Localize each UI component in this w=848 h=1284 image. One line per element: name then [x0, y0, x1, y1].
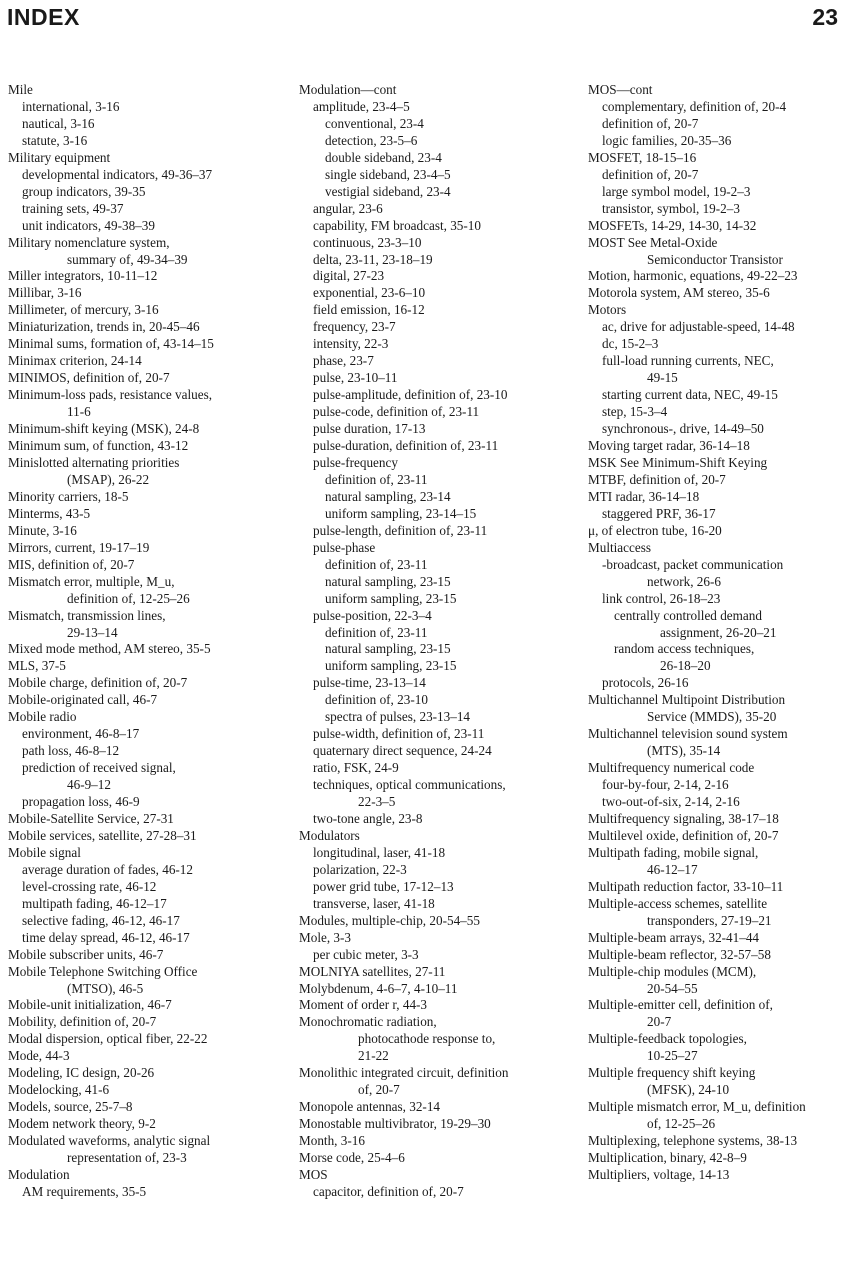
index-entry: MINIMOS, definition of, 20-7	[8, 370, 170, 386]
index-entry: Mobile-Satellite Service, 27-31	[8, 810, 174, 826]
index-entry: per cubic meter, 3-3	[313, 946, 419, 962]
index-entry: Molybdenum, 4-6–7, 4-10–11	[299, 980, 458, 996]
index-entry: pulse-length, definition of, 23-11	[313, 522, 488, 538]
index-entry: two-out-of-six, 2-14, 2-16	[602, 794, 740, 810]
index-entry: field emission, 16-12	[313, 302, 425, 318]
index-entry: dc, 15-2–3	[602, 336, 659, 352]
index-entry: MOS—cont	[588, 82, 653, 97]
index-entry: MLS, 37-5	[8, 658, 66, 674]
index-entry: natural sampling, 23-14	[325, 488, 451, 504]
index-entry: capacitor, definition of, 20-7	[313, 1183, 464, 1199]
index-entry: Modulators	[299, 827, 360, 843]
index-entry: Multiple mismatch error, M_u, definition	[588, 1099, 806, 1115]
index-entry: 20-7	[647, 1014, 672, 1030]
index-entry: definition of, 23-11	[325, 556, 428, 572]
index-entry: uniform sampling, 23-15	[325, 590, 457, 606]
index-entry: Mile	[8, 82, 33, 97]
index-entry: phase, 23-7	[313, 353, 374, 369]
index-entry: complementary, definition of, 20-4	[602, 98, 787, 114]
index-entry: level-crossing rate, 46-12	[22, 878, 157, 894]
index-entry: Millibar, 3-16	[8, 285, 82, 301]
index-entry: ratio, FSK, 24-9	[313, 760, 399, 776]
index-entry: unit indicators, 49-38–39	[22, 217, 155, 233]
index-entry: Morse code, 25-4–6	[299, 1150, 405, 1166]
index-entry: spectra of pulses, 23-13–14	[325, 709, 471, 725]
index-entry: MTBF, definition of, 20-7	[588, 471, 726, 487]
index-entry: MTI radar, 36-14–18	[588, 488, 700, 504]
index-entry: Multiple frequency shift keying	[588, 1065, 756, 1081]
index-entry: pulse-phase	[313, 539, 376, 555]
index-entry: Motors	[588, 302, 627, 318]
index-entry: summary of, 49-34–39	[67, 251, 188, 267]
index-entry: environment, 46-8–17	[22, 726, 140, 742]
index-entry: transistor, symbol, 19-2–3	[602, 200, 740, 216]
index-entry: Modem network theory, 9-2	[8, 1116, 156, 1132]
index-entry: definition of, 20-7	[602, 115, 699, 131]
index-entry: Minimum-shift keying (MSK), 24-8	[8, 421, 200, 437]
index-column-1	[8, 82, 298, 1201]
index-entry: of, 12-25–26	[647, 1116, 716, 1132]
index-entry: pulse-width, definition of, 23-11	[313, 726, 485, 742]
index-entry: Minority carriers, 18-5	[8, 488, 129, 504]
index-entry: representation of, 23-3	[67, 1150, 187, 1166]
index-entry: of, 20-7	[358, 1082, 400, 1098]
index-entry: capability, FM broadcast, 35-10	[313, 217, 481, 233]
index-entry: ac, drive for adjustable-speed, 14-48	[602, 319, 795, 335]
index-entry: pulse-time, 23-13–14	[313, 675, 426, 691]
index-entry: techniques, optical communications,	[313, 777, 506, 793]
index-entry: Modules, multiple-chip, 20-54–55	[299, 912, 480, 928]
index-entry: Mismatch, transmission lines,	[8, 607, 166, 623]
index-entry: pulse-code, definition of, 23-11	[313, 404, 480, 420]
index-entry: starting current data, NEC, 49-15	[602, 387, 778, 403]
index-entry: synchronous-, drive, 14-49–50	[602, 421, 764, 437]
index-entry: Multipath reduction factor, 33-10–11	[588, 878, 784, 894]
index-entry: training sets, 49-37	[22, 200, 124, 216]
index-entry: Mobile services, satellite, 27-28–31	[8, 827, 197, 843]
index-entry: large symbol model, 19-2–3	[602, 183, 751, 199]
index-entry: MIS, definition of, 20-7	[8, 556, 135, 572]
index-entry: Military nomenclature system,	[8, 234, 170, 250]
index-entry: Multiple-beam reflector, 32-57–58	[588, 946, 771, 962]
index-entry: μ, of electron tube, 16-20	[588, 522, 722, 538]
index-entry: Service (MMDS), 35-20	[647, 709, 777, 725]
index-entry: Minimum sum, of function, 43-12	[8, 438, 189, 454]
index-entry: Models, source, 25-7–8	[8, 1099, 133, 1115]
index-entry: Minimum-loss pads, resistance values,	[8, 387, 213, 403]
index-entry: MOSFET, 18-15–16	[588, 149, 697, 165]
index-entry: Minislotted alternating priorities	[8, 454, 180, 470]
index-entry: photocathode response to,	[358, 1031, 496, 1047]
index-entry: protocols, 26-16	[602, 675, 689, 691]
index-entry: Minimax criterion, 24-14	[8, 353, 142, 369]
index-entry: Multifrequency numerical code	[588, 760, 755, 776]
index-entry: continuous, 23-3–10	[313, 234, 422, 250]
index-entry: time delay spread, 46-12, 46-17	[22, 929, 190, 945]
index-entry: quaternary direct sequence, 24-24	[313, 743, 492, 759]
index-entry: Mixed mode method, AM stereo, 35-5	[8, 641, 211, 657]
index-entry: AM requirements, 35-5	[22, 1183, 147, 1199]
index-entry: Modulation—cont	[299, 82, 397, 97]
index-entry: definition of, 20-7	[602, 166, 699, 182]
index-entry: centrally controlled demand	[614, 607, 762, 623]
index-entry: angular, 23-6	[313, 200, 383, 216]
index-entry: Multilevel oxide, definition of, 20-7	[588, 827, 779, 843]
index-entry: 11-6	[67, 404, 91, 420]
page-title: INDEX	[7, 4, 80, 30]
index-entry: international, 3-16	[22, 98, 120, 114]
index-entry: prediction of received signal,	[22, 760, 176, 776]
index-entry: pulse duration, 17-13	[313, 421, 426, 437]
index-entry: Multipath fading, mobile signal,	[588, 844, 759, 860]
index-entry: Modulated waveforms, analytic signal	[8, 1133, 211, 1149]
index-entry: Multiplication, binary, 42-8–9	[588, 1150, 747, 1166]
index-entry: Multichannel Multipoint Distribution	[588, 692, 786, 708]
index-entry: step, 15-3–4	[602, 404, 668, 420]
index-entry: multipath fading, 46-12–17	[22, 895, 167, 911]
index-entry: 20-54–55	[647, 980, 698, 996]
index-entry: Monolithic integrated circuit, definition	[299, 1065, 509, 1081]
index-entry: 46-9–12	[67, 777, 111, 793]
index-entry: -broadcast, packet communication	[602, 556, 784, 572]
index-entry: delta, 23-11, 23-18–19	[313, 251, 433, 267]
index-entry: MOS	[299, 1167, 328, 1182]
index-entry: uniform sampling, 23-14–15	[325, 505, 477, 521]
index-entry: natural sampling, 23-15	[325, 573, 451, 589]
index-entry: natural sampling, 23-15	[325, 641, 451, 657]
index-entry: double sideband, 23-4	[325, 149, 442, 165]
index-entry: (MTSO), 46-5	[67, 980, 144, 996]
index-entry: Mobile-unit initialization, 46-7	[8, 997, 172, 1013]
index-entry: Multiple-feedback topologies,	[588, 1031, 747, 1047]
index-entry: definition of, 23-11	[325, 471, 428, 487]
index-entry: link control, 26-18–23	[602, 590, 721, 606]
index-entry: Monostable multivibrator, 19-29–30	[299, 1116, 491, 1132]
index-entry: 46-12–17	[647, 861, 698, 877]
index-entry: definition of, 23-11	[325, 624, 428, 640]
index-entry: pulse-frequency	[313, 454, 398, 470]
index-entry: Mobile radio	[8, 709, 77, 725]
index-entry: transponders, 27-19–21	[647, 912, 772, 928]
index-entry: Mismatch error, multiple, M_u,	[8, 573, 175, 589]
index-entry: Multiple-beam arrays, 32-41–44	[588, 929, 760, 945]
index-entry: Millimeter, of mercury, 3-16	[8, 302, 159, 318]
index-entry: Modal dispersion, optical fiber, 22-22	[8, 1031, 208, 1047]
index-entry: selective fading, 46-12, 46-17	[22, 912, 180, 928]
index-entry: network, 26-6	[647, 573, 721, 589]
index-entry: pulse-duration, definition of, 23-11	[313, 438, 499, 454]
index-entry: frequency, 23-7	[313, 319, 396, 335]
index-entry: Mobile Telephone Switching Office	[8, 963, 198, 979]
index-entry: Motorola system, AM stereo, 35-6	[588, 285, 770, 301]
index-entry: group indicators, 39-35	[22, 183, 146, 199]
index-entry: Multiple-chip modules (MCM),	[588, 963, 757, 979]
index-entry: definition of, 23-10	[325, 692, 428, 708]
index-entry: (MSAP), 26-22	[67, 471, 150, 487]
index-entry: Modeling, IC design, 20-26	[8, 1065, 155, 1081]
index-entry: developmental indicators, 49-36–37	[22, 166, 213, 182]
index-entry: staggered PRF, 36-17	[602, 505, 716, 521]
index-entry: Minimal sums, formation of, 43-14–15	[8, 336, 214, 352]
index-column-3	[588, 82, 846, 1184]
index-entry: (MTS), 35-14	[647, 743, 721, 759]
index-entry: Monochromatic radiation,	[299, 1014, 437, 1030]
index-entry: Minterms, 43-5	[8, 505, 91, 521]
index-entry: Mole, 3-3	[299, 929, 352, 945]
page-number: 23	[812, 4, 838, 30]
index-entry: 22-3–5	[358, 794, 396, 810]
index-entry: Multiple-access schemes, satellite	[588, 895, 768, 911]
index-entry: definition of, 12-25–26	[67, 590, 190, 606]
index-entry: two-tone angle, 23-8	[313, 810, 423, 826]
index-entry: assignment, 26-20–21	[660, 624, 777, 640]
index-entry: polarization, 22-3	[313, 861, 407, 877]
index-entry: single sideband, 23-4–5	[325, 166, 451, 182]
index-entry: intensity, 22-3	[313, 336, 389, 352]
index-entry: power grid tube, 17-12–13	[313, 878, 454, 894]
index-entry: Monopole antennas, 32-14	[299, 1099, 441, 1115]
index-entry: MOSFETs, 14-29, 14-30, 14-32	[588, 217, 757, 233]
index-entry: average duration of fades, 46-12	[22, 861, 193, 877]
index-entry: pulse, 23-10–11	[313, 370, 398, 386]
index-entry: propagation loss, 46-9	[22, 794, 140, 810]
index-entry: Miller integrators, 10-11–12	[8, 268, 158, 284]
index-entry: exponential, 23-6–10	[313, 285, 426, 301]
index-entry: Multipliers, voltage, 14-13	[588, 1167, 730, 1182]
index-entry: Mode, 44-3	[8, 1048, 70, 1064]
index-entry: longitudinal, laser, 41-18	[313, 844, 446, 860]
index-entry: Month, 3-16	[299, 1133, 365, 1149]
index-entry: digital, 27-23	[313, 268, 385, 284]
index-entry: pulse-position, 22-3–4	[313, 607, 432, 623]
index-entry: MOLNIYA satellites, 27-11	[299, 963, 446, 979]
index-entry: Minute, 3-16	[8, 522, 77, 538]
index-entry: Military equipment	[8, 149, 111, 165]
index-entry: 21-22	[358, 1048, 389, 1064]
index-entry: Motion, harmonic, equations, 49-22–23	[588, 268, 798, 284]
index-entry: 10-25–27	[647, 1048, 698, 1064]
index-entry: MSK See Minimum-Shift Keying	[588, 454, 768, 470]
index-entry: nautical, 3-16	[22, 115, 95, 131]
index-entry: Mobility, definition of, 20-7	[8, 1014, 157, 1030]
page-header	[0, 0, 848, 40]
index-entry: pulse-amplitude, definition of, 23-10	[313, 387, 508, 403]
index-entry: MOST See Metal-Oxide	[588, 234, 718, 250]
index-entry: (MFSK), 24-10	[647, 1082, 730, 1098]
index-entry: Moment of order r, 44-3	[299, 997, 428, 1013]
index-entry: four-by-four, 2-14, 2-16	[602, 777, 729, 793]
index-entry: Multiple-emitter cell, definition of,	[588, 997, 773, 1013]
index-entry: Modelocking, 41-6	[8, 1082, 110, 1098]
index-entry: full-load running currents, NEC,	[602, 353, 774, 369]
index-entry: logic families, 20-35–36	[602, 132, 732, 148]
index-entry: transverse, laser, 41-18	[313, 895, 435, 911]
index-entry: Mirrors, current, 19-17–19	[8, 539, 150, 555]
index-entry: vestigial sideband, 23-4	[325, 183, 451, 199]
index-entry: Mobile charge, definition of, 20-7	[8, 675, 188, 691]
index-column-2	[299, 82, 591, 1201]
index-entry: Multifrequency signaling, 38-17–18	[588, 810, 779, 826]
index-entry: detection, 23-5–6	[325, 132, 418, 148]
index-entry: Multiplexing, telephone systems, 38-13	[588, 1133, 798, 1149]
index-entry: Mobile subscriber units, 46-7	[8, 946, 164, 962]
index-entry: Multichannel television sound system	[588, 726, 788, 742]
index-entry: 49-15	[647, 370, 678, 386]
index-entry: statute, 3-16	[22, 132, 88, 148]
index-entry: 29-13–14	[67, 624, 118, 640]
index-entry: 26-18–20	[660, 658, 711, 674]
index-entry: Semiconductor Transistor	[647, 251, 783, 267]
index-entry: uniform sampling, 23-15	[325, 658, 457, 674]
index-entry: Mobile signal	[8, 844, 81, 860]
index-entry: path loss, 46-8–12	[22, 743, 120, 759]
index-entry: amplitude, 23-4–5	[313, 98, 410, 114]
index-entry: Moving target radar, 36-14–18	[588, 438, 750, 454]
index-entry: random access techniques,	[614, 641, 755, 657]
index-entry: Multiaccess	[588, 539, 651, 555]
index-entry: Modulation	[8, 1167, 70, 1182]
index-entry: Miniaturization, trends in, 20-45–46	[8, 319, 200, 335]
index-entry: conventional, 23-4	[325, 115, 424, 131]
index-entry: Mobile-originated call, 46-7	[8, 692, 158, 708]
